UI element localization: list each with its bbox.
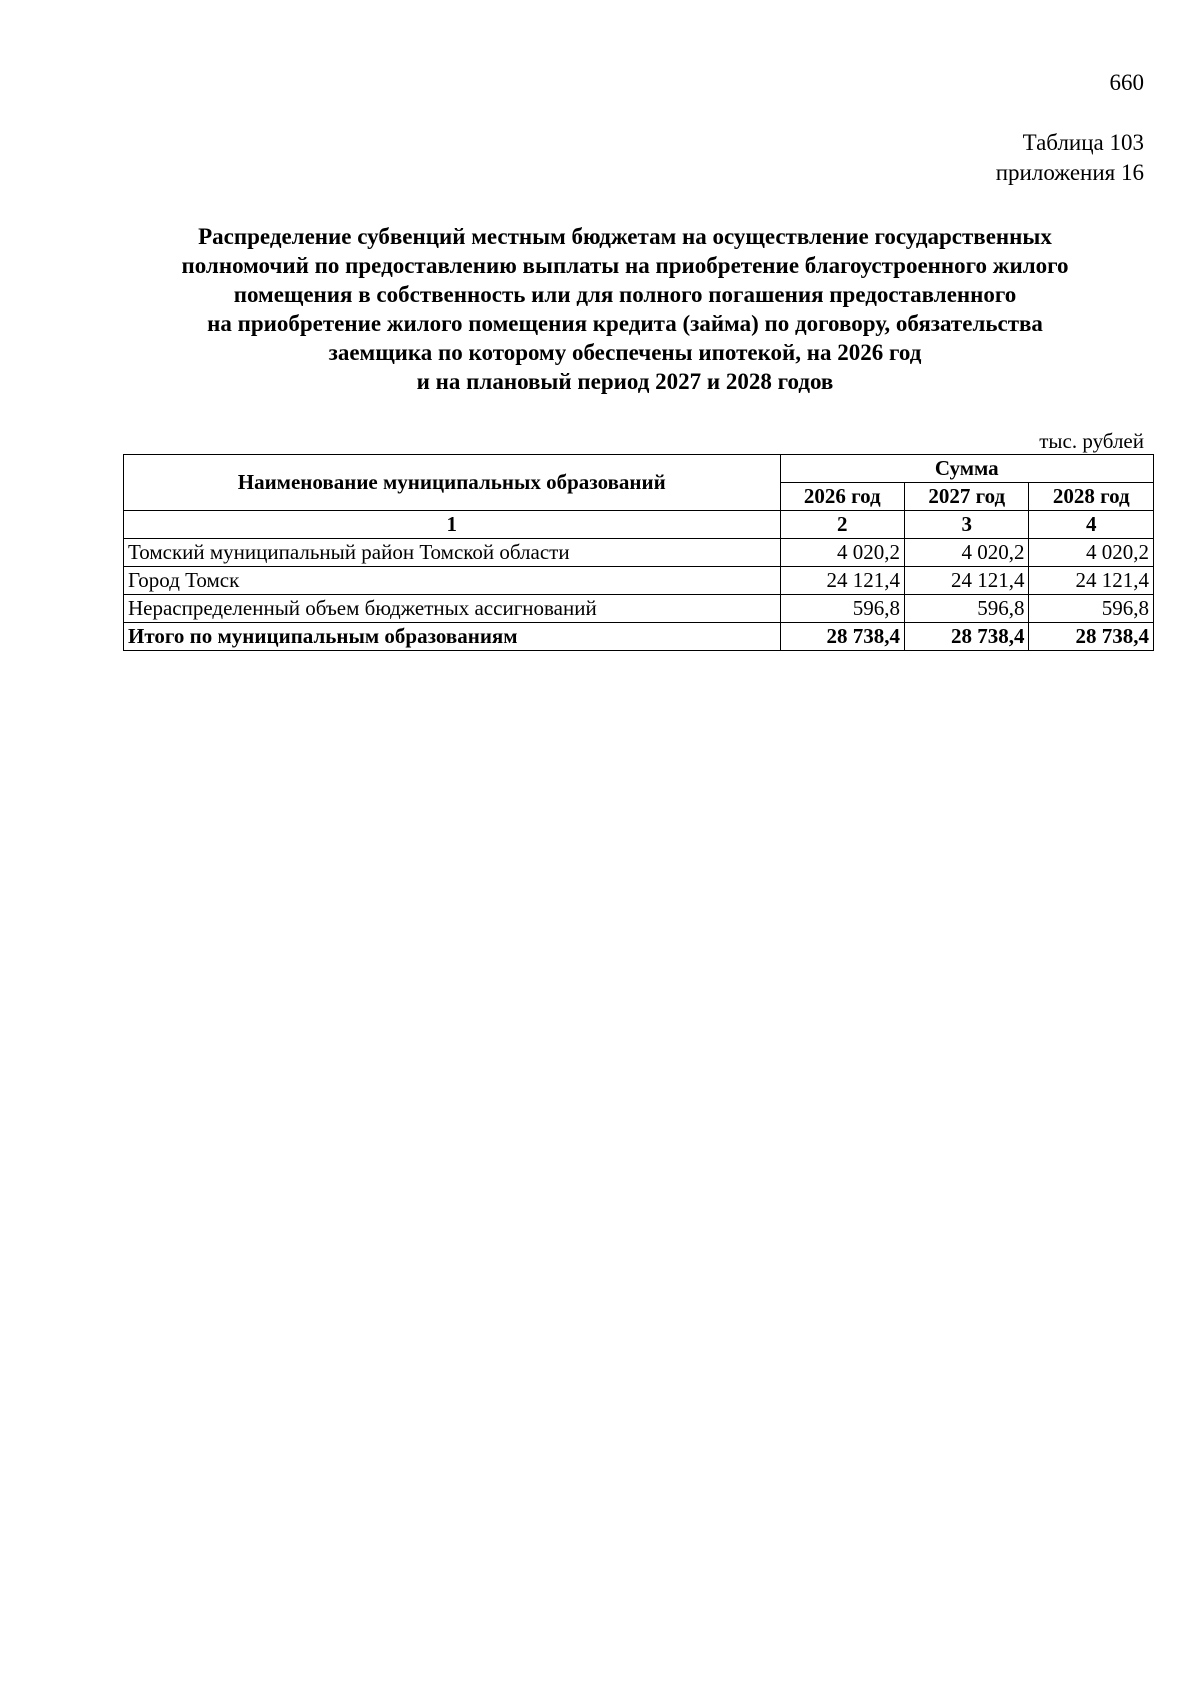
header-sum: Сумма <box>780 455 1154 483</box>
table-row <box>124 539 1154 567</box>
page-number: 660 <box>1109 70 1144 95</box>
row-value-2027: 4 020,2 <box>904 539 1028 567</box>
header-year-2027: 2027 год <box>904 483 1028 511</box>
total-value-2026: 28 738,4 <box>780 623 904 651</box>
header-year-2028: 2028 год <box>1029 483 1154 511</box>
column-number: 3 <box>904 511 1028 539</box>
row-value-2028: 596,8 <box>1029 595 1154 623</box>
total-value-2028: 28 738,4 <box>1029 623 1154 651</box>
row-name: Город Томск <box>124 567 781 595</box>
title-line: на приобретение жилого помещения кредита (займа) по договору, обязательства <box>207 311 1043 336</box>
units-label: тыс. рублей <box>1039 429 1144 453</box>
row-value-2026: 24 121,4 <box>780 567 904 595</box>
column-number: 1 <box>124 511 781 539</box>
table-row <box>124 595 1154 623</box>
table-header-row <box>124 455 1154 483</box>
table-reference <box>996 128 1144 188</box>
row-name: Томский муниципальный район Томской области <box>124 539 781 567</box>
subvention-table <box>123 454 1154 651</box>
column-number: 2 <box>780 511 904 539</box>
title-line: заемщика по которому обеспечены ипотекой, на 2026 год <box>328 340 922 365</box>
row-value-2028: 4 020,2 <box>1029 539 1154 567</box>
total-value-2027: 28 738,4 <box>904 623 1028 651</box>
row-value-2026: 596,8 <box>780 595 904 623</box>
row-value-2028: 24 121,4 <box>1029 567 1154 595</box>
title-line: полномочий по предоставлению выплаты на приобретение благоустроенного жилого <box>181 253 1069 278</box>
total-name: Итого по муниципальным образованиям <box>124 623 781 651</box>
column-number-row <box>124 511 1154 539</box>
header-year-2026: 2026 год <box>780 483 904 511</box>
table-reference-line-2: приложения 16 <box>995 160 1144 185</box>
row-value-2026: 4 020,2 <box>780 539 904 567</box>
title-line: Распределение субвенций местным бюджетам на осуществление государственных <box>198 224 1052 249</box>
row-value-2027: 24 121,4 <box>904 567 1028 595</box>
title-line: помещения в собственность или для полного погашения предоставленного <box>233 282 1017 307</box>
title-line: и на плановый период 2027 и 2028 годов <box>416 369 834 394</box>
document-title <box>110 222 1140 396</box>
row-name: Нераспределенный объем бюджетных ассигнований <box>124 595 781 623</box>
table-reference-line-1: Таблица 103 <box>1022 130 1144 155</box>
column-number: 4 <box>1029 511 1154 539</box>
table-row <box>124 567 1154 595</box>
total-row <box>124 623 1154 651</box>
row-value-2027: 596,8 <box>904 595 1028 623</box>
header-name: Наименование муниципальных образований <box>124 455 781 511</box>
